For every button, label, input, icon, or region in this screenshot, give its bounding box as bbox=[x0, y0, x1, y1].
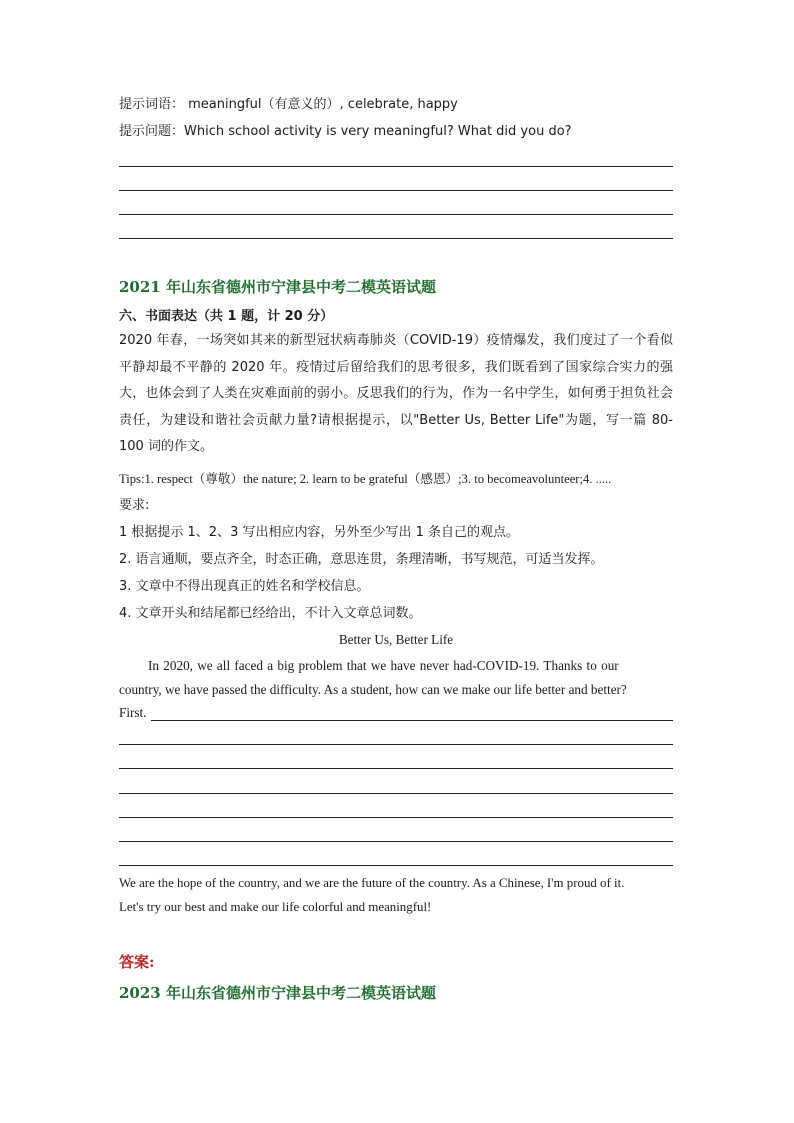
writing-line bbox=[119, 238, 673, 239]
essay-opening-line: In 2020, we all faced a big problem that we have never had-COVID-19. Thanks to our bbox=[148, 658, 619, 673]
part-title: 六、书面表达（共 1 题，计 20 分） bbox=[119, 309, 334, 324]
requirement-item: 3. 文章中不得出现真正的姓名和学校信息。 bbox=[119, 579, 370, 594]
hint-words: 提示词语： meaningful（有意义的）, celebrate, happy bbox=[119, 97, 458, 112]
writing-line bbox=[119, 841, 673, 842]
exam-heading-2021: 2021 年山东省德州市宁津县中考二模英语试题 bbox=[119, 278, 436, 296]
writing-line bbox=[119, 214, 673, 215]
writing-line bbox=[119, 865, 673, 866]
requirement-item: 4. 文章开头和结尾都已经给出，不计入文章总词数。 bbox=[119, 606, 422, 621]
hint-question: 提示问题：Which school activity is very meaningful? What did you do? bbox=[119, 124, 572, 139]
exam-heading-2023: 2023 年山东省德州市宁津县中考二模英语试题 bbox=[119, 984, 436, 1002]
writing-line bbox=[151, 720, 673, 721]
essay-title: Better Us, Better Life bbox=[338, 632, 454, 647]
writing-line bbox=[119, 768, 673, 769]
tips-line: Tips:1. respect（尊敬）the nature; 2. learn to be grateful（感恩）;3. to becomeavolunteer;4. ..... bbox=[119, 472, 612, 486]
requirement-item: 1 根据提示 1、2、3 写出相应内容，另外至少写出 1 条自己的观点。 bbox=[119, 525, 520, 540]
answer-label: 答案: bbox=[119, 953, 155, 971]
essay-closing-line: We are the hope of the country, and we are the future of the country. As a Chinese, I'm proud of it. bbox=[119, 876, 625, 890]
writing-line bbox=[119, 166, 673, 167]
requirements-label: 要求: bbox=[119, 498, 150, 513]
prompt-intro: 2020 年春，一场突如其来的新型冠状病毒肺炎（COVID-19）疫情爆发，我们度过了一个看似平静却最不平静的 2020 年。疫情过后留给我们的思考很多，我们既看到了国家综合实力的强大，也体会到了人类在灾难面前的弱小。反思我们的行为，作为一名中学生，如何勇于担负社会责任，为建设和谐社会贡献力量?请根据提示，以"Better Us, Better Life"为题，写一篇 80-100 词的作文。 bbox=[119, 333, 673, 454]
writing-line bbox=[119, 744, 673, 745]
writing-line bbox=[119, 793, 673, 794]
writing-line bbox=[119, 190, 673, 191]
essay-closing-line: Let's try our best and make our life colorful and meaningful! bbox=[119, 900, 432, 914]
requirement-item: 2. 语言通顺，要点齐全，时态正确，意思连贯，条理清晰，书写规范，可适当发挥。 bbox=[119, 552, 604, 567]
essay-opening-line: country, we have passed the difficulty. As a student, how can we make our life better and better? bbox=[119, 682, 627, 697]
first-label: First. bbox=[119, 705, 147, 720]
writing-line bbox=[119, 817, 673, 818]
first-answer-line bbox=[119, 705, 673, 723]
